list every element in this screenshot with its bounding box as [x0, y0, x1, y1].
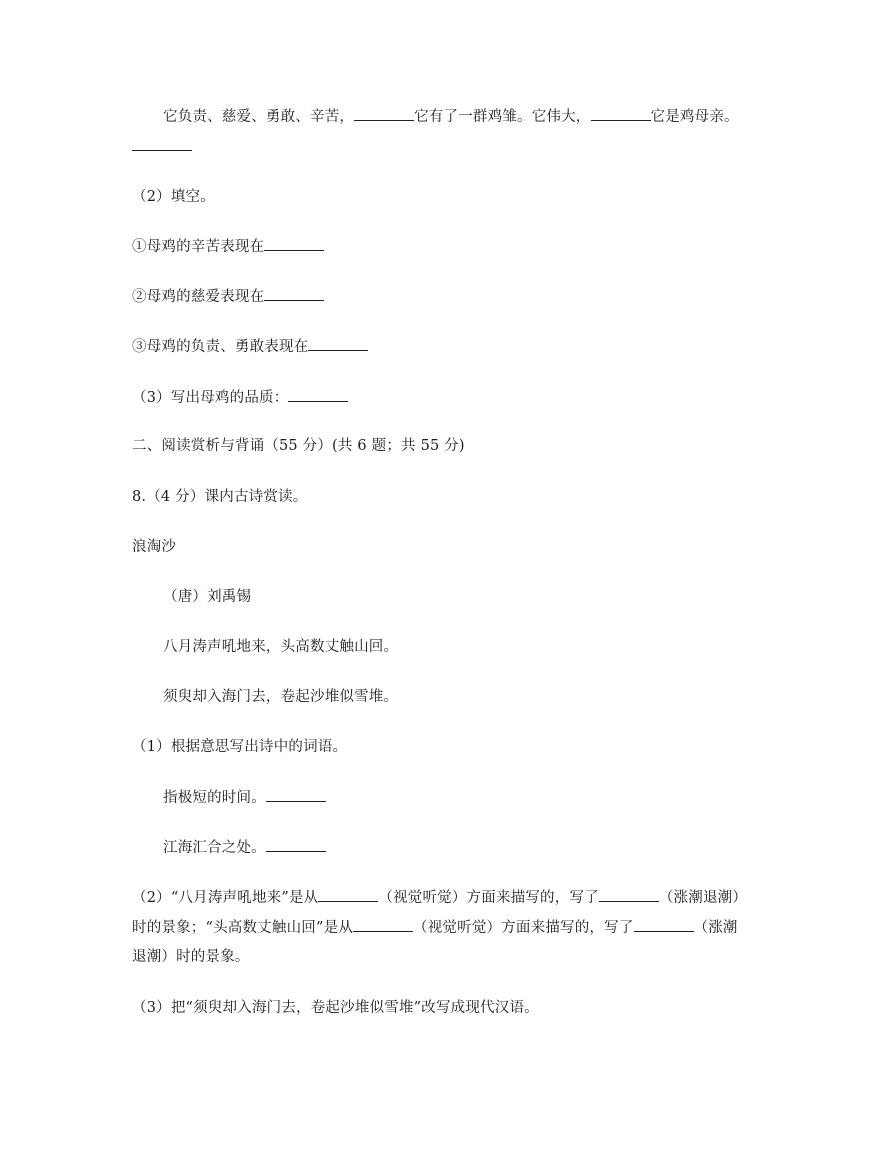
q7-summary-line-2 — [132, 136, 192, 157]
poem-line: 八月涛声吼地来，头高数丈触山回。 — [163, 639, 399, 655]
answer-blank[interactable] — [264, 236, 324, 251]
answer-blank[interactable] — [591, 106, 651, 121]
section-title: 二、阅读赏析与背诵（55 分）(共 6 题；共 55 分) — [132, 438, 465, 454]
answer-blank[interactable] — [266, 837, 326, 852]
answer-blank[interactable] — [288, 387, 348, 402]
item-text: （视觉听觉）方面来描写的，写了 — [413, 920, 634, 936]
item-text: （视觉听觉）方面来描写的，写了 — [378, 890, 599, 906]
q8-sub1-item — [163, 837, 326, 858]
q7-sub2-heading: （2）填空。 — [132, 189, 215, 205]
answer-blank[interactable] — [599, 887, 659, 902]
item-text: 指极短的时间。 — [163, 790, 266, 806]
q7-sub2-item — [132, 336, 368, 357]
answer-blank[interactable] — [353, 917, 413, 932]
item-text: ②母鸡的慈爱表现在 — [132, 289, 265, 305]
answer-blank[interactable] — [318, 887, 378, 902]
answer-blank[interactable] — [354, 106, 414, 121]
answer-blank[interactable] — [264, 286, 324, 301]
q8-sub1-item — [163, 787, 326, 808]
q7-sub2-item — [132, 286, 324, 307]
q7-sub3 — [132, 387, 348, 408]
q8-sub3: （3）把“须臾却入海门去，卷起沙堆似雪堆”改写成现代汉语。 — [132, 1000, 539, 1016]
question-title: 8.（4 分）课内古诗赏读。 — [132, 489, 308, 505]
poem-title: 浪淘沙 — [132, 539, 177, 555]
answer-blank[interactable] — [308, 336, 368, 351]
q7-summary-line — [163, 106, 739, 127]
q8-sub2-line: 退潮）时的景象。 — [132, 949, 250, 965]
item-text: （2）“八月涛声吼地来”是从 — [132, 890, 319, 906]
item-text: ①母鸡的辛苦表现在 — [132, 239, 265, 255]
answer-blank[interactable] — [132, 136, 192, 151]
answer-blank[interactable] — [634, 917, 694, 932]
item-text: （3）写出母鸡的品质： — [132, 390, 289, 406]
item-text: 江海汇合之处。 — [163, 840, 266, 856]
item-text: （涨潮退潮） — [658, 890, 748, 906]
poem-line: 须臾却入海门去，卷起沙堆似雪堆。 — [163, 689, 399, 705]
poem-author: （唐）刘禹锡 — [163, 589, 252, 605]
q7-sub2-item — [132, 236, 324, 257]
answer-blank[interactable] — [266, 787, 326, 802]
q8-sub1-heading: （1）根据意思写出诗中的词语。 — [132, 739, 348, 755]
q8-sub2-line — [132, 887, 747, 908]
summary-text-2: 它有了一群鸡雏。它伟大， — [414, 109, 591, 125]
item-text: 时的景象；“头高数丈触山回”是从 — [132, 920, 354, 936]
item-text: ③母鸡的负责、勇敢表现在 — [132, 339, 309, 355]
item-text: （涨潮 — [693, 920, 738, 936]
summary-text-3: 它是鸡母亲。 — [650, 109, 739, 125]
q8-sub2-line — [132, 917, 738, 938]
summary-text-1: 它负责、慈爱、勇敢、辛苦， — [163, 109, 355, 125]
